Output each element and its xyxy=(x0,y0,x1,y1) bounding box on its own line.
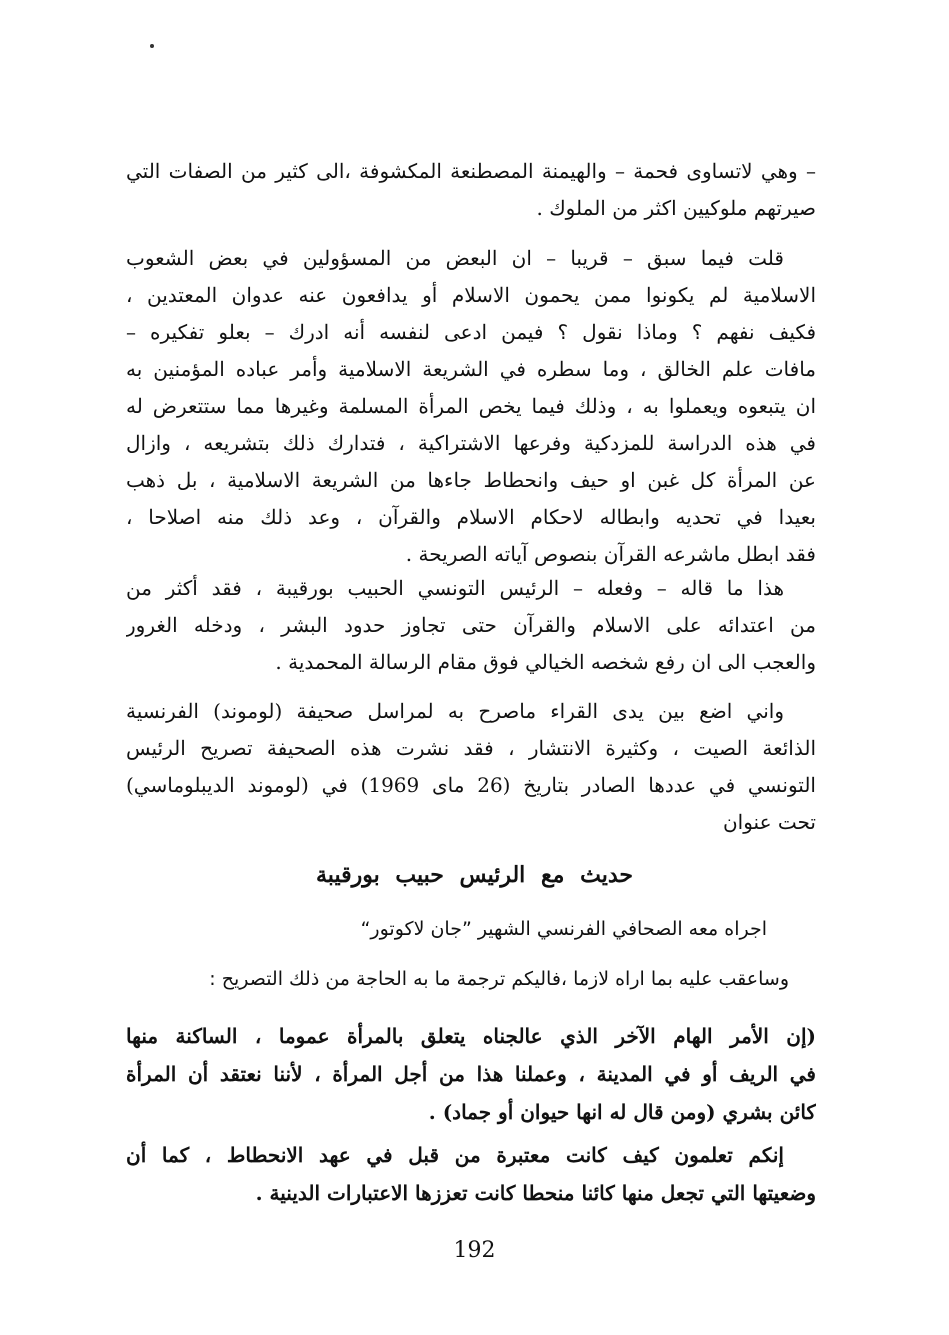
text-line: الذائعة الصيت ، وكثيرة الانتشار ، فقد نشرت هذه الصحيفة تصريح الرئيس xyxy=(126,736,816,760)
quote-paragraph-2 xyxy=(126,1136,816,1212)
text-line: تحت عنوان xyxy=(722,810,816,834)
speck-mark xyxy=(150,44,154,48)
paragraph-3 xyxy=(126,570,816,681)
text-line: فقد ابطل ماشرعه القرآن بنصوص آياته الصريحة . xyxy=(405,542,816,566)
section-title: حديث مع الرئيس حبيب بورقيبة xyxy=(316,862,633,888)
paragraph-2 xyxy=(126,240,816,573)
text-line: إنكم تعلمون كيف كانت معتبرة من قبل في عهد الانحطاط ، كما أن xyxy=(126,1143,784,1167)
paragraph-1 xyxy=(126,153,816,227)
text-line: عن المرأة كل غبن او حيف وانحطاط جاءها من الشريعة الاسلامية ، بل ذهب xyxy=(126,468,816,492)
paragraph-4 xyxy=(126,693,816,841)
text-line: مافات علم الخالق ، وما سطره في الشريعة الاسلامية وأمر عباده المؤمنين به xyxy=(126,357,816,381)
quote-paragraph-1 xyxy=(126,1017,816,1131)
text-line: (إن الأمر الهام الآخر الذي عالجناه يتعلق بالمرأة عموما ، الساكنة منها xyxy=(126,1024,816,1048)
text-line: قلت فيما سبق – قريبا – ان البعض من المسؤولين في بعض الشعوب xyxy=(126,246,784,270)
author-note: وساعقب عليه بما اراه لازما ،فاليكم ترجمة ما به الحاجة من ذلك التصريح : xyxy=(209,968,789,990)
text-line: التونسي في عددها الصادر بتاريخ (26 ماى 1969) في (لوموند الديبلوماسي) xyxy=(126,773,816,797)
text-line: من اعتدائه على الاسلام والقرآن حتى تجاوز حدود البشر ، ودخله الغرور xyxy=(126,613,816,637)
text-line: صيرتهم ملوكيين اكثر من الملوك . xyxy=(536,196,816,220)
text-line: – وهي لاتساوى فحمة – والهيمنة المصطنعة المكشوفة ،الى كثير من الصفات التي xyxy=(126,159,816,183)
text-line: الاسلامية لم يكونوا ممن يحمون الاسلام أو يدافعون عنه عدوان المعتدين ، xyxy=(126,283,816,307)
text-line: في الريف أو في المدينة ، وعملنا هذا من أجل المرأة ، لأننا نعتقد أن المرأة xyxy=(126,1062,816,1086)
text-line: ان يتبعوه ويعملوا به ، وذلك فيما يخص المرأة المسلمة وغيرها مما ستتعرض له xyxy=(126,394,816,418)
text-line: وضعيتها التي تجعل منها كائنا منحطا كانت تعززها الاعتبارات الدينية . xyxy=(255,1181,816,1205)
text-line: بعيدا في تحديه وابطاله لاحكام الاسلام والقرآن ، وعد ذلك منه اصلاحا ، xyxy=(126,505,816,529)
text-line: في هذه الدراسة للمزدكية وفرعها الاشتراكية ، فتدارك ذلك بتشريعه ، وازال xyxy=(126,431,816,455)
text-line: فكيف نفهم ؟ وماذا نقول ؟ فيمن ادعى لنفسه أنه ادرك – بعلو تفكيره – xyxy=(126,320,816,344)
interview-credit: اجراه معه الصحافي الفرنسي الشهير ”جان لاكوتور“ xyxy=(360,918,767,940)
text-line: كائن بشري (ومن قال له انها حيوان أو جماد) . xyxy=(428,1100,816,1124)
text-line: هذا ما قاله – وفعله – الرئيس التونسي الحبيب بورقيبة ، فقد أكثر من xyxy=(126,576,784,600)
text-line: واني اضع بين يدى القراء ماصرح به لمراسل صحيفة (لوموند) الفرنسية xyxy=(126,699,784,723)
text-line: والعجب الى ان رفع شخصه الخيالي فوق مقام الرسالة المحمدية . xyxy=(275,650,816,674)
page-number: 192 xyxy=(453,1238,496,1263)
